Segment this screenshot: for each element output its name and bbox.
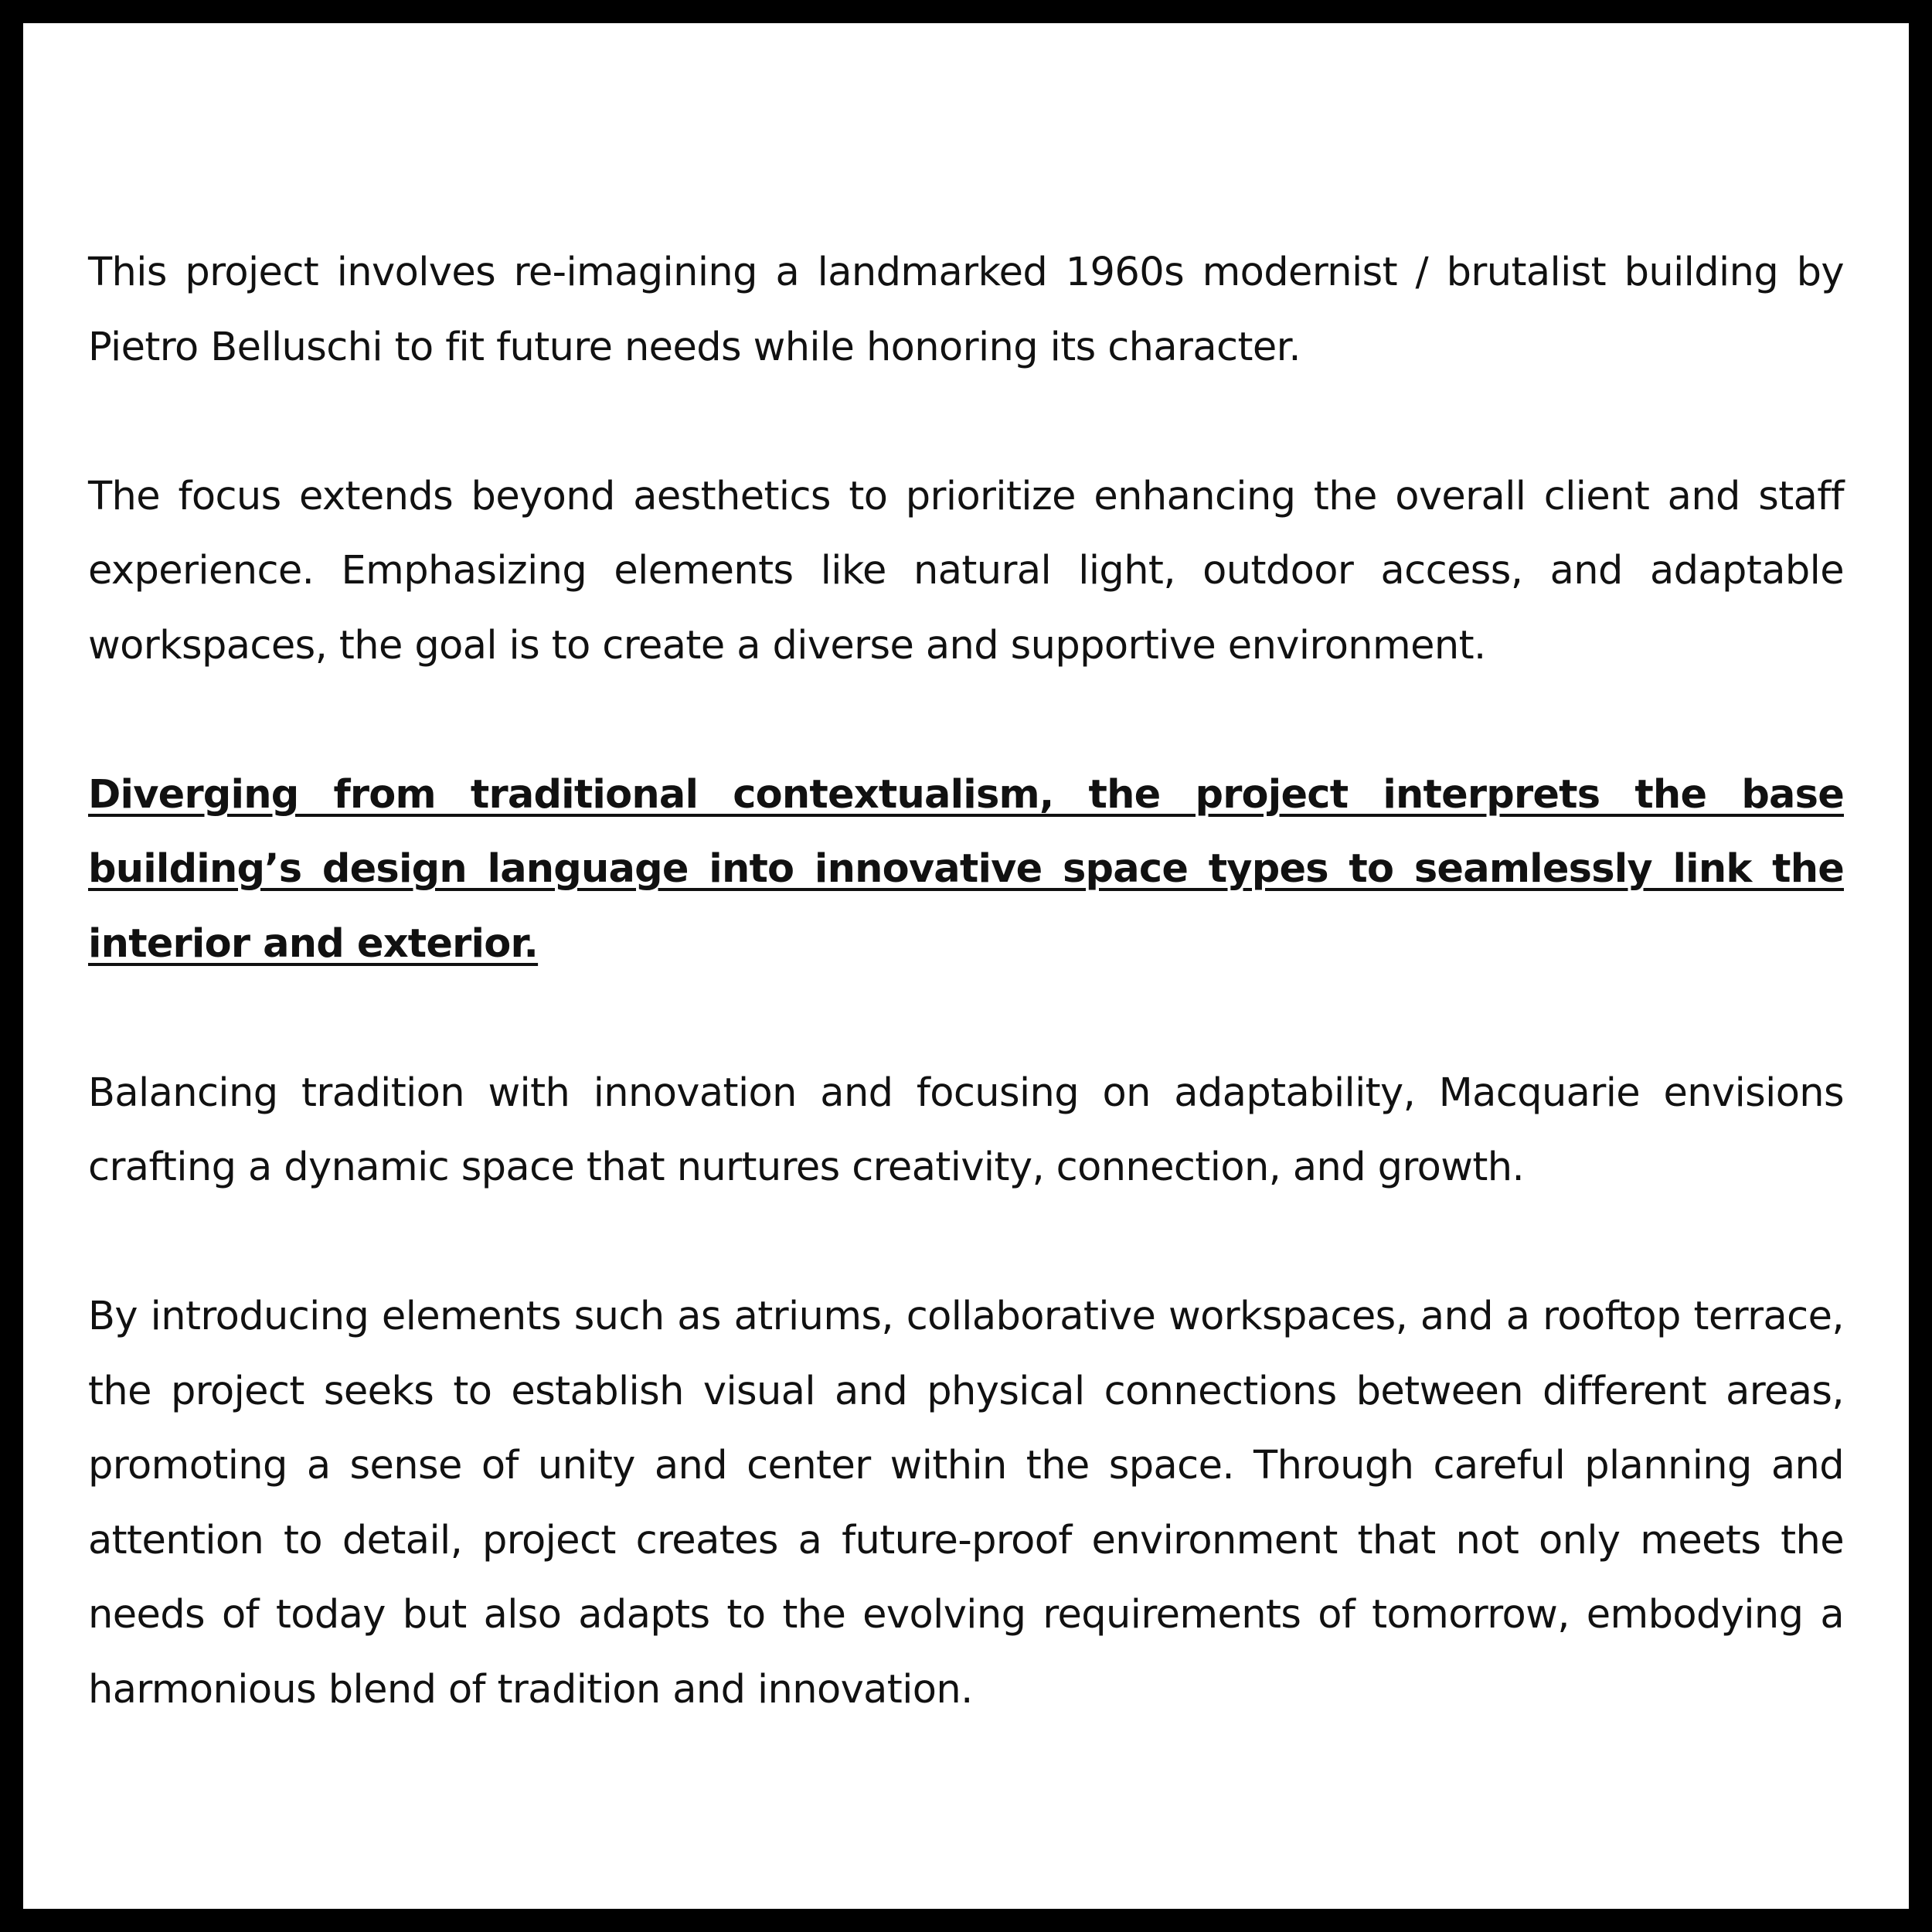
paragraph-elements: By introducing elements such as atriums, collaborative workspaces, and a rooftop terrace, the project seeks to establish visual and physical connections between different areas, promoting a sense of unity and center within the space. Through careful planning and attention to detail, project creates a future-proof environment that not only meets the needs of today but also adapts to the evolving requirements of tomorrow, embodying a harmonious blend of tradition and innovation.	[88, 1294, 1844, 1713]
document-body	[88, 236, 1844, 1727]
paragraph-intro: This project involves re-imagining a landmarked 1960s modernist / brutalist building by Pietro Belluschi to fit future needs while honoring its character.	[88, 250, 1844, 370]
paragraph-focus: The focus extends beyond aesthetics to prioritize enhancing the overall client and staff experience. Emphasizing elements like natural light, outdoor access, and adaptable workspaces, the goal is to create a diverse and supportive environment.	[88, 473, 1844, 668]
page-frame	[23, 23, 1909, 1909]
paragraph-balance: Balancing tradition with innovation and focusing on adaptability, Macquarie envisions crafting a dynamic space that nurtures creativity, connection, and growth.	[88, 1070, 1844, 1190]
paragraph-emphasis: Diverging from traditional contextualism, the project interprets the base building’s design language into innovative space types to seamlessly link the interior and exterior.	[88, 771, 1844, 967]
